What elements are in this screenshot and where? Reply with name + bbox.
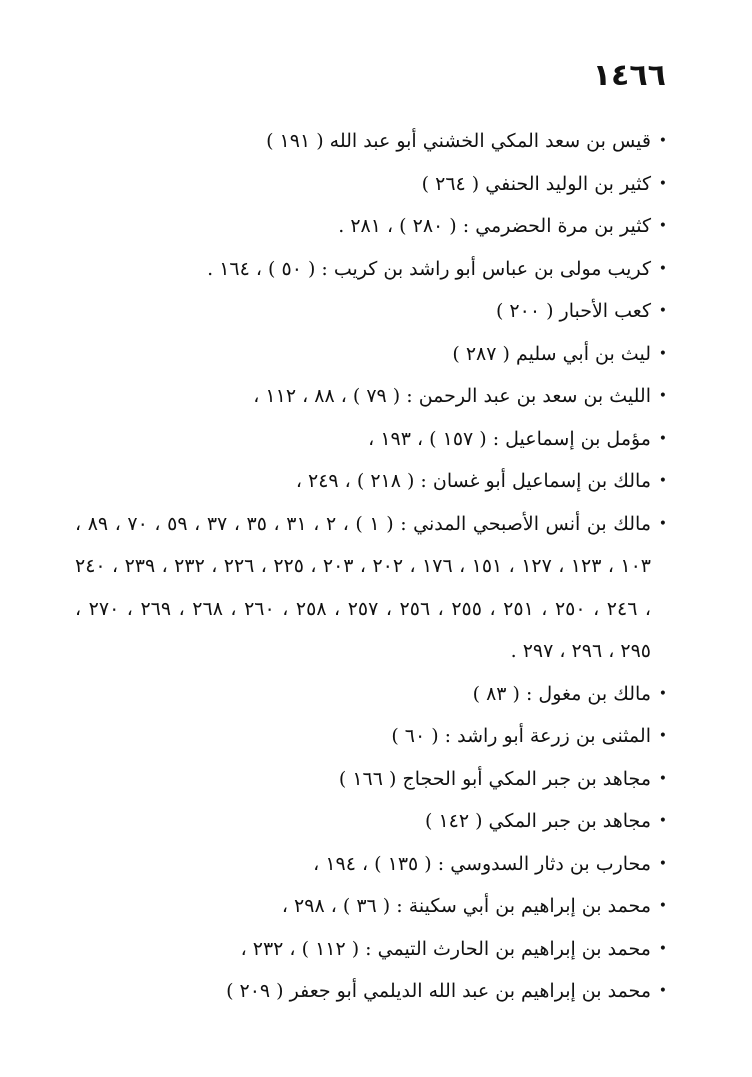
bullet-icon: • (658, 473, 667, 489)
entry-text: محمد بن إبراهيم بن عبد الله الديلمي أبو جعفر ( ٢٠٩ ) (226, 980, 651, 1002)
bullet-icon: • (658, 898, 667, 914)
entry-text: ليث بن أبي سليم ( ٢٨٧ ) (452, 342, 651, 365)
index-entry (75, 120, 667, 163)
index-entry (75, 333, 667, 376)
entry-text: مالك بن مغول : ( ٨٣ ) (472, 682, 651, 705)
bullet-icon: • (658, 855, 667, 872)
index-entry (75, 163, 667, 206)
index-entry (75, 800, 667, 843)
entry-text: كريب مولى بن عباس أبو راشد بن كريب : ( ٥٠ ) ، ١٦٤ . (207, 257, 651, 280)
index-entry (75, 460, 667, 503)
index-entry (75, 885, 667, 928)
index-entry (75, 290, 667, 333)
entry-text: مجاهد بن جبر المكي ( ١٤٢ ) (424, 810, 651, 832)
bullet-icon: • (658, 218, 667, 234)
entry-text: قيس بن سعد المكي الخشني أبو عبد الله ( ١٩١ ) (266, 130, 651, 152)
bullet-icon: • (658, 260, 667, 277)
bullet-icon: • (658, 345, 667, 362)
page-number: ١٤٦٦ (592, 58, 666, 93)
entry-text: مالك بن أنس الأصبحي المدني : ( ١ ) ، ٢ ، ٣١ ، ٣٥ ، ٣٧ ، ٥٩ ، ٧٠ ، ٨٩ ، ١٠٣ ، ١٢٣ ، ١٢٧ ، ١٥١ ، ١٧٦ ، ٢٠٢ ، ٢٠٣ ، ٢٢٥ ، ٢٢٦ ، ٢٣٢ ، ٢٣٩ ، ٢٤٠ ، ٢٤٦ ، ٢٥٠ ، ٢٥١ ، ٢٥٥ ، ٢٥٦ ، ٢٥٧ ، ٢٥٨ ، ٢٦٠ ، ٢٦٨ ، ٢٦٩ ، ٢٧٠ ، ٢٩٥ ، ٢٩٦ ، ٢٩٧ . (75, 512, 652, 662)
bullet-icon: • (658, 770, 667, 787)
entry-text: كثير بن مرة الحضرمي : ( ٢٨٠ ) ، ٢٨١ . (338, 215, 651, 237)
entry-text: محمد بن إبراهيم بن الحارث التيمي : ( ١١٢ ) ، ٢٣٢ ، (240, 937, 651, 960)
entry-text: الليث بن سعد بن عبد الرحمن : ( ٧٩ ) ، ٨٨ ، ١١٢ ، (253, 385, 651, 407)
index-entry (75, 503, 667, 673)
bullet-icon: • (658, 685, 667, 702)
index-entry (75, 418, 667, 461)
entry-text: المثنى بن زرعة أبو راشد : ( ٦٠ ) (391, 725, 651, 747)
index-entry (75, 205, 667, 248)
bullet-icon: • (658, 388, 667, 404)
bullet-icon: • (658, 515, 667, 532)
index-entry (75, 970, 667, 1013)
bullet-icon: • (658, 430, 667, 447)
bullet-icon: • (658, 983, 667, 999)
entry-text: مالك بن إسماعيل أبو غسان : ( ٢١٨ ) ، ٢٤٩ ، (295, 470, 651, 492)
entry-text: كعب الأحبار ( ٢٠٠ ) (495, 300, 651, 322)
index-entry (75, 248, 667, 291)
bullet-icon: • (658, 728, 667, 744)
bullet-icon: • (658, 303, 667, 319)
index-entry (75, 715, 667, 758)
entry-text: مجاهد بن جبر المكي أبو الحجاج ( ١٦٦ ) (338, 767, 651, 790)
entry-text: محارب بن دثار السدوسي : ( ١٣٥ ) ، ١٩٤ ، (313, 852, 651, 875)
bullet-icon: • (658, 175, 667, 192)
index-entry (75, 758, 667, 801)
entry-text: كثير بن الوليد الحنفي ( ٢٦٤ ) (421, 172, 651, 195)
bullet-icon: • (658, 133, 667, 149)
index-entry (75, 375, 667, 418)
index-entry (75, 928, 667, 971)
index-entry (75, 673, 667, 716)
entry-text: مؤمل بن إسماعيل : ( ١٥٧ ) ، ١٩٣ ، (368, 427, 651, 450)
index-entry (75, 843, 667, 886)
bullet-icon: • (658, 813, 667, 829)
bullet-icon: • (658, 940, 667, 957)
index-entries (75, 120, 667, 1013)
entry-text: محمد بن إبراهيم بن أبي سكينة : ( ٣٦ ) ، ٢٩٨ ، (281, 895, 651, 917)
